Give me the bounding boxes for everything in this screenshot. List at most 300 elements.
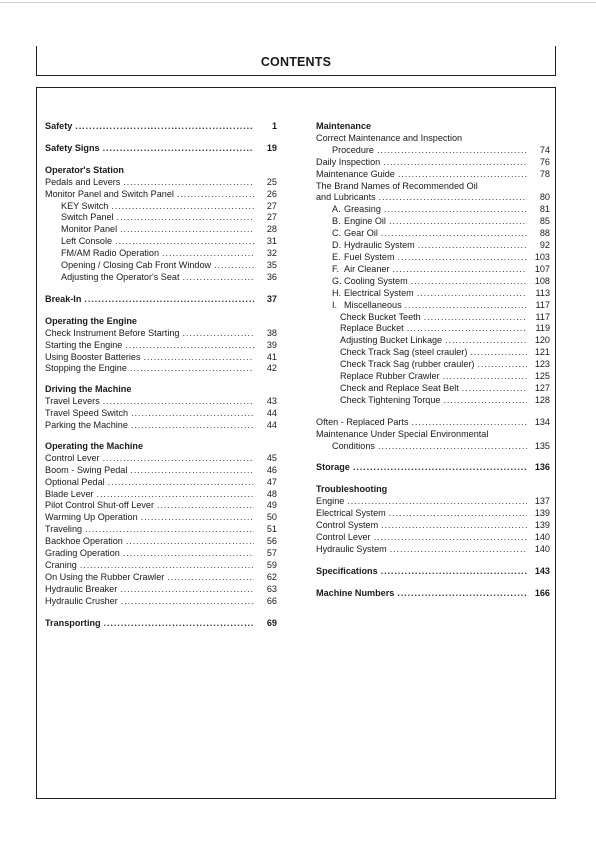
- toc-entry-text: Conditions: [332, 440, 375, 451]
- toc-leader-dots: [407, 323, 527, 335]
- toc-entry-label: [45, 500, 154, 512]
- toc-leader-dots: [126, 536, 254, 548]
- toc-leader-dots: [120, 584, 254, 596]
- toc-entry-text: Hydraulic System: [316, 543, 387, 554]
- toc-leader-dots: [470, 347, 527, 359]
- toc-leader-dots: [384, 204, 527, 216]
- toc-leader-dots: [398, 252, 527, 264]
- toc-spacer: [45, 133, 277, 143]
- toc-leader-dots: [121, 596, 254, 608]
- toc-section-heading: [45, 294, 277, 306]
- page-title: CONTENTS: [260, 55, 332, 69]
- toc-leader-dots: [80, 560, 254, 572]
- toc-entry-text: Gear Oil: [344, 228, 378, 239]
- toc-entry-label: [316, 462, 350, 474]
- toc-entry-text: Control Lever: [45, 452, 100, 463]
- toc-page-number: 46: [266, 464, 277, 475]
- toc-entry-label: [316, 588, 394, 600]
- toc-page-number: 123: [534, 359, 550, 370]
- toc-entry: [316, 544, 550, 556]
- toc-entry-text: Optional Pedal: [45, 476, 105, 487]
- toc-entry-text: Machine Numbers: [316, 587, 395, 598]
- toc-entry: [45, 512, 277, 524]
- toc-leader-dots: [85, 524, 254, 536]
- toc-section-heading: [316, 462, 550, 474]
- toc-page-number: 117: [535, 311, 550, 322]
- toc-entry-text: Daily Inspection: [316, 156, 381, 167]
- toc-leader-dots: [108, 477, 254, 489]
- toc-leader-dots: [389, 216, 527, 228]
- toc-entry-text: Adjusting the Operator's Seat: [61, 271, 180, 282]
- toc-entry-label: [45, 396, 100, 408]
- toc-entry-label: [332, 228, 378, 240]
- toc-entry-text: Hydraulic System: [344, 240, 415, 251]
- toc-section-heading: [45, 316, 277, 328]
- toc-entry: [316, 496, 550, 508]
- toc-leader-dots: [157, 500, 254, 512]
- toc-entry-text: Opening / Closing Cab Front Window: [61, 260, 212, 271]
- toc-entry-label: [340, 347, 467, 359]
- toc-entry-text: Air Cleaner: [344, 263, 390, 274]
- toc-entry-text: Boom - Swing Pedal: [45, 464, 128, 475]
- toc-entry-text: Storage: [316, 462, 350, 473]
- toc-entry-label: [340, 383, 459, 395]
- toc-section-heading: [45, 384, 277, 396]
- toc-page-number: 39: [266, 339, 277, 350]
- toc-entry-label: [45, 477, 105, 489]
- toc-entry: [45, 189, 277, 201]
- toc-entry: [316, 441, 550, 453]
- toc-leader-dots: [123, 177, 254, 189]
- toc-entry: [316, 520, 550, 532]
- toc-leader-dots: [104, 618, 254, 630]
- toc-entry-text: Starting the Engine: [45, 339, 123, 350]
- toc-entry-label: [45, 316, 137, 328]
- toc-entry-text: Blade Lever: [45, 488, 94, 499]
- toc-entry-text: Maintenance Under Special Environmental: [316, 428, 489, 439]
- toc-entry: [316, 371, 550, 383]
- toc-entry: [316, 157, 550, 169]
- toc-page-number: 107: [534, 263, 550, 274]
- toc-leader-dots: [183, 272, 254, 284]
- toc-spacer: [316, 556, 550, 566]
- toc-page-number: 140: [534, 532, 550, 542]
- toc-page-number: 119: [535, 323, 550, 334]
- toc-entry: [316, 359, 550, 371]
- toc-entry-text: and Lubricants: [316, 192, 376, 203]
- toc-section-heading: [45, 441, 277, 453]
- toc-entry: [45, 500, 277, 512]
- toc-entry-text: Check Track Sag (steel crauler): [340, 347, 468, 358]
- toc-entry-label: [45, 294, 81, 306]
- toc-entry-label: [45, 352, 141, 364]
- toc-entry-text: Left Console: [61, 236, 113, 247]
- toc-leader-dots: [182, 328, 254, 340]
- toc-page-number: 59: [266, 560, 277, 570]
- toc-entry-text: Using Booster Batteries: [45, 351, 141, 362]
- toc-spacer: [316, 578, 550, 588]
- toc-page-number: 139: [534, 520, 550, 531]
- toc-entry-text: Safety Signs: [45, 142, 100, 153]
- toc-leader-dots: [111, 201, 254, 213]
- toc-leader-dots: [374, 532, 527, 544]
- toc-entry-label: [340, 371, 440, 383]
- toc-entry-letter: B.: [332, 216, 341, 227]
- toc-entry: [45, 465, 277, 477]
- toc-entry: [316, 181, 550, 193]
- toc-entry-label: [332, 300, 402, 312]
- toc-entry: [316, 240, 550, 252]
- toc-entry: [316, 429, 550, 441]
- toc-entry-text: Check and Replace Seat Belt: [340, 382, 459, 393]
- toc-entry-label: [45, 189, 174, 201]
- toc-entry-label: [332, 288, 414, 300]
- toc-entry: [45, 524, 277, 536]
- toc-leader-dots: [131, 420, 254, 432]
- toc-leader-dots: [389, 508, 527, 520]
- toc-page-number: 81: [539, 204, 550, 215]
- toc-leader-dots: [84, 294, 254, 306]
- toc-entry-label: [45, 453, 100, 465]
- toc-entry: [45, 396, 277, 408]
- toc-entry-text: Adjusting Bucket Linkage: [340, 335, 443, 346]
- toc-page-number: 125: [534, 371, 550, 382]
- toc-leader-dots: [115, 236, 254, 248]
- toc-entry-text: Operating the Machine: [45, 440, 144, 451]
- toc-entry: [316, 288, 550, 300]
- toc-entry: [45, 177, 277, 189]
- toc-entry-text: Driving the Machine: [45, 384, 132, 395]
- toc-entry-label: [45, 618, 101, 630]
- toc-entry-text: Often - Replaced Parts: [316, 416, 409, 427]
- contents-header-box: [36, 46, 556, 76]
- toc-entry-label: [332, 240, 415, 252]
- toc-leader-dots: [75, 121, 254, 133]
- toc-spacer: [316, 452, 550, 462]
- toc-page-number: 45: [266, 452, 277, 463]
- toc-page-number: 108: [534, 275, 550, 286]
- toc-entry-label: [45, 165, 124, 177]
- toc-entry-label: [61, 224, 117, 236]
- toc-entry-letter: G.: [332, 275, 342, 286]
- toc-entry-text: Engine: [316, 496, 345, 507]
- toc-entry-label: [45, 420, 128, 432]
- toc-page-number: 38: [266, 327, 277, 338]
- toc-entry-text: Stopping the Engine: [45, 363, 127, 374]
- toc-entry-label: [332, 441, 375, 453]
- toc-entry: [316, 532, 550, 544]
- toc-entry-text: Craning: [45, 560, 77, 570]
- toc-entry-label: [45, 512, 138, 524]
- toc-entry-text: Electrical System: [316, 508, 386, 519]
- toc-spacer: [45, 155, 277, 165]
- toc-entry-text: Traveling: [45, 524, 83, 535]
- toc-page-number: 56: [266, 536, 277, 547]
- toc-entry-text: Check Instrument Before Starting: [45, 327, 180, 338]
- toc-entry-label: [316, 429, 488, 441]
- toc-entry-label: [45, 384, 131, 396]
- toc-entry-text: Warming Up Operation: [45, 512, 138, 523]
- toc-entry-text: Check Bucket Teeth: [340, 311, 421, 322]
- toc-entry: [316, 300, 550, 312]
- toc-leader-dots: [378, 441, 527, 453]
- toc-page-number: 74: [539, 144, 550, 155]
- toc-entry: [45, 248, 277, 260]
- toc-entry: [316, 169, 550, 181]
- toc-leader-dots: [443, 395, 527, 407]
- toc-leader-dots: [103, 396, 254, 408]
- toc-page-number: 19: [266, 142, 277, 153]
- toc-entry-text: Greasing: [344, 204, 381, 215]
- toc-entry: [316, 323, 550, 335]
- toc-page-number: 63: [266, 583, 277, 594]
- toc-leader-dots: [477, 359, 527, 371]
- toc-entry-label: [61, 212, 114, 224]
- toc-leader-dots: [125, 340, 254, 352]
- toc-entry-label: [316, 496, 344, 508]
- toc-leader-dots: [381, 566, 527, 578]
- toc-leader-dots: [397, 588, 527, 600]
- toc-entry-letter: F.: [332, 263, 340, 274]
- toc-entry-label: [316, 544, 387, 556]
- toc-page-number: 135: [534, 440, 550, 451]
- toc-entry-label: [332, 145, 374, 157]
- toc-entry-text: Cooling System: [344, 275, 408, 286]
- toc-entry-label: [340, 359, 474, 371]
- toc-entry-text: Operating the Engine: [45, 315, 137, 326]
- toc-entry-label: [332, 252, 395, 264]
- toc-page-number: 69: [266, 617, 277, 628]
- toc-leader-dots: [123, 548, 254, 560]
- toc-spacer: [45, 432, 277, 441]
- toc-entry-text: FM/AM Radio Operation: [61, 248, 160, 259]
- toc-entry: [45, 352, 277, 364]
- toc-page-number: 80: [539, 192, 550, 203]
- toc-page-number: 37: [266, 293, 277, 304]
- toc-leader-dots: [214, 260, 254, 272]
- toc-page-number: 32: [266, 248, 277, 259]
- toc-entry: [45, 477, 277, 489]
- toc-page-number: 139: [534, 508, 550, 519]
- toc-entry-text: The Brand Names of Recommended Oil: [316, 180, 478, 191]
- toc-entry-text: Switch Panel: [61, 212, 114, 223]
- toc-section-heading: [316, 588, 550, 600]
- toc-entry-text: Operator's Station: [45, 164, 124, 175]
- toc-entry-label: [61, 272, 180, 284]
- toc-entry-label: [61, 248, 159, 260]
- toc-entry-label: [340, 323, 404, 335]
- toc-entry: [316, 216, 550, 228]
- toc-page-number: 120: [534, 335, 550, 346]
- toc-page-number: 136: [534, 462, 550, 473]
- toc-page-number: 137: [534, 496, 550, 507]
- toc-entry: [316, 335, 550, 347]
- toc-page-number: 103: [534, 251, 550, 262]
- toc-leader-dots: [411, 276, 527, 288]
- toc-entry-label: [45, 328, 179, 340]
- toc-entry: [316, 228, 550, 240]
- toc-page-number: 47: [266, 476, 277, 487]
- toc-page-number: 117: [535, 299, 550, 310]
- toc-page-number: 49: [266, 500, 277, 511]
- toc-entry-label: [316, 532, 371, 544]
- toc-page-number: 41: [266, 351, 277, 362]
- toc-entry-text: Correct Maintenance and Inspection: [316, 132, 463, 143]
- toc-page-number: 43: [266, 396, 277, 407]
- toc-entry-label: [340, 335, 442, 347]
- toc-entry-label: [316, 192, 376, 204]
- toc-entry-label: [332, 204, 381, 216]
- toc-entry: [45, 536, 277, 548]
- toc-entry-label: [45, 143, 100, 155]
- toc-entry: [316, 204, 550, 216]
- toc-entry-text: Travel Speed Switch: [45, 408, 129, 419]
- toc-entry: [316, 192, 550, 204]
- toc-leader-dots: [120, 224, 254, 236]
- toc-entry-label: [332, 276, 408, 288]
- toc-entry-text: Control Lever: [316, 532, 371, 542]
- toc-entry-text: KEY Switch: [61, 200, 109, 211]
- toc-entry-text: Electrical System: [344, 287, 414, 298]
- toc-entry: [316, 417, 550, 429]
- toc-entry-label: [45, 548, 120, 560]
- toc-entry-text: Replace Rubber Crawler: [340, 371, 440, 382]
- toc-entry: [45, 224, 277, 236]
- toc-entry: [316, 508, 550, 520]
- toc-page-number: 28: [266, 224, 277, 235]
- toc-spacer: [316, 474, 550, 484]
- toc-entry-letter: I.: [332, 299, 338, 310]
- toc-entry-label: [332, 216, 386, 228]
- toc-entry: [316, 133, 550, 145]
- toc-entry-label: [45, 524, 82, 536]
- toc-entry-text: Hydraulic Breaker: [45, 583, 118, 594]
- toc-page-number: 31: [266, 236, 277, 247]
- toc-entry-label: [45, 596, 118, 608]
- toc-page-number: 27: [266, 200, 277, 211]
- toc-entry: [316, 395, 550, 407]
- toc-page-number: 166: [534, 587, 550, 598]
- toc-leader-dots: [131, 408, 254, 420]
- toc-leader-dots: [377, 145, 527, 157]
- toc-entry: [316, 264, 550, 276]
- toc-page-number: 51: [266, 524, 277, 535]
- toc-entry-label: [340, 395, 440, 407]
- toc-leader-dots: [162, 248, 254, 260]
- toc-leader-dots: [117, 212, 254, 224]
- toc-section-heading: [45, 165, 277, 177]
- toc-entry-letter: C.: [332, 228, 342, 239]
- toc-leader-dots: [379, 192, 527, 204]
- toc-entry-text: Control System: [316, 520, 379, 531]
- toc-page-number: 27: [266, 212, 277, 223]
- toc-entry-label: [45, 408, 128, 420]
- toc-entry-label: [316, 520, 378, 532]
- toc-entry-text: Maintenance Guide: [316, 168, 395, 179]
- toc-leader-dots: [141, 512, 254, 524]
- toc-entry-text: Troubleshooting: [316, 484, 388, 495]
- toc-entry: [45, 363, 277, 375]
- toc-entry-label: [45, 584, 117, 596]
- toc-section-heading: [45, 143, 277, 155]
- toc-entry-text: Miscellaneous: [344, 299, 402, 310]
- toc-entry-text: Check Track Sag (rubber crauler): [340, 359, 475, 370]
- toc-entry-label: [61, 260, 211, 272]
- toc-leader-dots: [383, 157, 527, 169]
- toc-entry-label: [316, 417, 409, 429]
- toc-section-heading: [316, 121, 550, 133]
- toc-section-heading: [316, 566, 550, 578]
- toc-leader-dots: [412, 417, 528, 429]
- toc-entry-text: Procedure: [332, 144, 374, 155]
- toc-leader-dots: [381, 228, 527, 240]
- toc-entry: [316, 276, 550, 288]
- toc-entry-text: Check Tightening Torque: [340, 394, 441, 405]
- toc-entry-label: [316, 484, 387, 496]
- toc-page-number: 44: [266, 420, 277, 431]
- toc-page-number: 128: [534, 394, 550, 405]
- toc-section-heading: [45, 618, 277, 630]
- toc-leader-dots: [393, 264, 528, 276]
- toc-leader-dots: [417, 288, 527, 300]
- toc-entry-text: Monitor Panel and Switch Panel: [45, 188, 174, 199]
- toc-right-column: [316, 121, 550, 600]
- toc-leader-dots: [103, 143, 254, 155]
- toc-entry-text: Replace Bucket: [340, 323, 404, 334]
- toc-entry-text: Parking the Machine: [45, 420, 128, 431]
- toc-leader-dots: [405, 300, 527, 312]
- toc-leader-dots: [445, 335, 527, 347]
- toc-leader-dots: [424, 312, 527, 324]
- toc-entry: [316, 383, 550, 395]
- toc-leader-dots: [130, 363, 254, 375]
- toc-page-number: 42: [266, 363, 277, 374]
- page-top-rule: [0, 2, 596, 3]
- toc-leader-dots: [398, 169, 527, 181]
- toc-entry-label: [45, 572, 164, 584]
- toc-leader-dots: [462, 383, 527, 395]
- toc-page-number: 92: [539, 240, 550, 251]
- toc-entry: [316, 312, 550, 324]
- toc-entry-text: Specifications: [316, 565, 378, 576]
- toc-entry-label: [61, 201, 108, 213]
- toc-page-number: 88: [539, 228, 550, 239]
- toc-page-number: 140: [534, 543, 550, 554]
- toc-entry: [45, 236, 277, 248]
- toc-spacer: [45, 306, 277, 316]
- toc-entry-label: [316, 133, 462, 145]
- toc-entry-letter: D.: [332, 240, 342, 251]
- toc-spacer: [45, 608, 277, 618]
- toc-page-number: 26: [266, 188, 277, 199]
- toc-page-number: 35: [266, 260, 277, 271]
- toc-entry: [316, 347, 550, 359]
- toc-leader-dots: [167, 572, 254, 584]
- toc-leader-dots: [130, 465, 254, 477]
- toc-entry-text: Transporting: [45, 617, 101, 628]
- toc-entry-text: Pilot Control Shut-off Lever: [45, 500, 155, 511]
- toc-entry: [45, 260, 277, 272]
- toc-page-number: 48: [266, 488, 277, 499]
- toc-entry-text: Safety: [45, 121, 73, 131]
- toc-entry-label: [45, 121, 72, 133]
- toc-entry-label: [316, 169, 395, 181]
- toc-entry-text: On Using the Rubber Crawler: [45, 571, 165, 582]
- toc-entry-letter: H.: [332, 287, 342, 298]
- toc-entry: [45, 489, 277, 501]
- toc-entry-text: Monitor Panel: [61, 224, 118, 235]
- toc-page-number: 76: [539, 156, 550, 167]
